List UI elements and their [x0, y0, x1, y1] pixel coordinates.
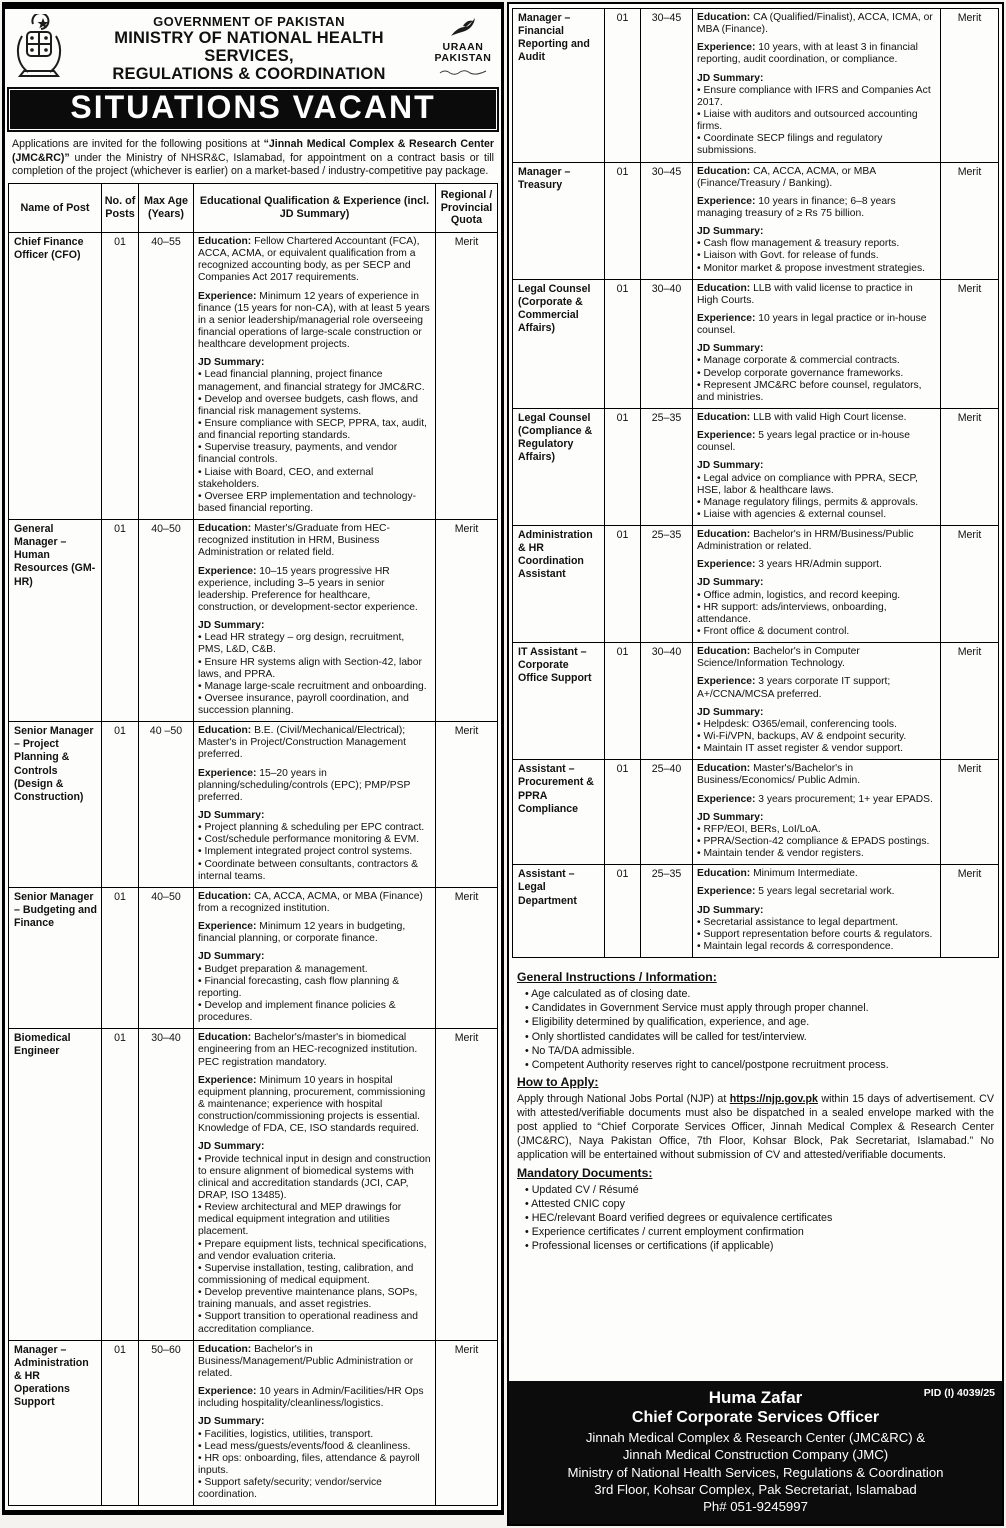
left-column [2, 2, 504, 1515]
list-item: • Professional licenses or certifications (if applicable) [525, 1239, 994, 1253]
max-age-cell: 30–45 [641, 162, 693, 279]
max-age-cell: 40 –50 [139, 722, 194, 888]
jd-bullet: • Secretarial assistance to legal department. [697, 917, 936, 929]
jd-bullet: • Support safety/security; vendor/service coordination. [198, 1477, 431, 1501]
jd-bullet: • Helpdesk: O365/email, conferencing tools. [697, 719, 936, 731]
pakistan-emblem-icon [10, 14, 68, 83]
quota-cell: Merit [941, 643, 999, 760]
experience-label: Experience: [697, 430, 756, 442]
experience-text: Experience: Minimum 12 years of experience in finance (15 years for non-CA), with at least 5 years in a senior leadership/managerial role overseeing financial operations of large-scale construction or healthcare development projects. [198, 290, 430, 351]
max-age-cell: 30–40 [641, 279, 693, 408]
col-header-quota: Regional / Provincial Quota [436, 183, 498, 232]
job-row [9, 722, 498, 888]
general-instructions-heading: General Instructions / Information: [517, 970, 717, 985]
jd-bullets [697, 917, 936, 953]
experience-label: Experience: [198, 767, 257, 779]
list-item: • Only shortlisted candidates will be called for test/interview. [525, 1030, 994, 1044]
experience-label: Experience: [198, 1074, 257, 1086]
situations-vacant-banner: SITUATIONS VACANT [7, 87, 499, 132]
education-label: Education: [697, 165, 751, 177]
experience-label: Experience: [697, 676, 756, 688]
education-text: Education: Master's/Graduate from HEC-recognized institution in HRM, Business Administration or related field. [198, 523, 390, 559]
post-name-cell: Assistant – Procurement & PPRA Compliance [513, 760, 605, 865]
jd-bullets [198, 1429, 431, 1502]
jd-bullet: • Coordinate SECP filings and regulatory submissions. [697, 133, 936, 157]
jd-bullet: • Develop and oversee budgets, cash flows, and financial risk management systems. [198, 394, 431, 418]
jd-bullet: • Coordinate between consultants, contractors & internal teams. [198, 859, 431, 883]
job-row [513, 162, 999, 279]
experience-label: Experience: [697, 312, 756, 324]
list-item: • HEC/relevant Board verified degrees or equivalence certificates [525, 1211, 994, 1225]
max-age-cell: 40–50 [139, 887, 194, 1028]
footer-org-line: Ministry of National Health Services, Regulations & Coordination [567, 1464, 944, 1480]
col-header-age: Max Age (Years) [139, 183, 194, 232]
education-text: Education: Bachelor's in Business/Management/Public Administration or related. [198, 1343, 414, 1379]
jd-bullet: • Liaison with Govt. for release of funds. [697, 250, 936, 262]
max-age-cell: 25–40 [641, 760, 693, 865]
education-text: Education: Bachelor's in Computer Science/Information Technology. [697, 646, 860, 670]
intro-post: under the Ministry of NHSR&C, Islamabad, for appointment on a contract basis or till completion of the project (whichever is earlier) on a market-based / industry-competitive pay package. [12, 151, 494, 177]
jobs-table-right [512, 8, 999, 958]
how-to-apply-heading: How to Apply: [517, 1074, 599, 1089]
jd-bullet: • Manage large-scale recruitment and onboarding. [198, 681, 431, 693]
experience-label: Experience: [697, 195, 756, 207]
experience-label: Experience: [198, 290, 257, 302]
education-label: Education: [198, 1343, 252, 1355]
num-posts-cell: 01 [605, 162, 641, 279]
jd-bullet: • Financial forecasting, cash flow planning & reporting. [198, 976, 431, 1000]
uraan-word: URAAN [442, 40, 484, 53]
jd-bullet: • Ensure compliance with IFRS and Companies Act 2017. [697, 85, 936, 109]
pid-number: PID (I) 4039/25 [923, 1386, 995, 1399]
experience-label: Experience: [697, 886, 756, 898]
max-age-cell: 40–55 [139, 233, 194, 520]
jd-bullet: • Liaise with agencies & external counsel. [697, 509, 936, 521]
education-label: Education: [198, 523, 252, 535]
education-label: Education: [198, 890, 252, 902]
qualification-cell [693, 9, 941, 163]
max-age-cell: 25–35 [641, 865, 693, 958]
job-row [513, 408, 999, 525]
jd-bullet: • Wi-Fi/VPN, backups, AV & endpoint security. [697, 731, 936, 743]
education-text: Education: CA, ACCA, ACMA, or MBA (Finance/Treasury / Banking). [697, 165, 876, 189]
jd-bullet: • Provide technical input in design and construction to ensure alignment of biomedical systems with clinical and accreditation standards (JCI, CAP, DRAP, ISO 13485). [198, 1154, 431, 1203]
jd-summary-label: JD Summary: [697, 343, 764, 355]
urdu-script-decoration [438, 68, 488, 76]
jd-bullet: • Cost/schedule performance monitoring & EVM. [198, 834, 431, 846]
post-name-cell: Administration & HR Coordination Assistant [513, 526, 605, 643]
education-label: Education: [697, 411, 751, 423]
jd-summary-label: JD Summary: [198, 620, 265, 632]
jd-bullets [697, 238, 936, 274]
experience-text: Experience: 5 years legal practice or in-house counsel. [697, 430, 910, 454]
qualification-cell [194, 887, 436, 1028]
post-name-cell: Manager – Administration & HR Operations Support [9, 1340, 102, 1506]
quota-cell: Merit [941, 408, 999, 525]
post-name-cell: Legal Counsel (Corporate & Commercial Affairs) [513, 279, 605, 408]
col-header-qualification: Educational Qualification & Experience (incl. JD Summary) [194, 183, 436, 232]
apply-pre: Apply through National Jobs Portal (NJP) at [517, 1092, 730, 1105]
jd-summary-label: JD Summary: [697, 706, 764, 718]
table-header-row [9, 183, 498, 232]
list-item: • Attested CNIC copy [525, 1197, 994, 1211]
jd-bullets [198, 369, 431, 515]
jd-bullets [697, 719, 936, 755]
list-item: • No TA/DA admissible. [525, 1044, 994, 1058]
jd-bullet: • Cash flow management & treasury reports. [697, 238, 936, 250]
uraan-pakistan-logo [430, 15, 496, 83]
num-posts-cell: 01 [102, 1340, 139, 1506]
max-age-cell: 40–50 [139, 520, 194, 722]
jd-bullets [198, 822, 431, 883]
qualification-cell [194, 722, 436, 888]
jd-bullet: • Liaise with auditors and outsourced accounting firms. [697, 109, 936, 133]
jd-bullet: • Facilities, logistics, utilities, transport. [198, 1429, 431, 1441]
post-name-cell: IT Assistant – Corporate Office Support [513, 643, 605, 760]
list-item: • Eligibility determined by qualification, experience, and age. [525, 1015, 994, 1029]
post-name-cell: Manager – Treasury [513, 162, 605, 279]
qualification-cell [194, 1029, 436, 1340]
general-instructions-list [525, 987, 994, 1072]
jd-bullet: • Lead financial planning, project finance management, and financial strategy for JMC&RC. [198, 369, 431, 393]
education-label: Education: [697, 646, 751, 658]
list-item: • Competent Authority reserves right to cancel/postpone recruitment process. [525, 1058, 994, 1072]
jd-bullet: • Review architectural and MEP drawings for medical equipment integration and utilities placement. [198, 1202, 431, 1238]
jd-summary-label: JD Summary: [697, 904, 764, 916]
list-item: • Updated CV / Résumé [525, 1183, 994, 1197]
jd-bullet: • HR ops: onboarding, files, attendance & payroll inputs. [198, 1453, 431, 1477]
quota-cell: Merit [941, 526, 999, 643]
experience-label: Experience: [697, 559, 756, 571]
signatory-name: Huma Zafar [708, 1387, 803, 1407]
jd-bullet: • Develop corporate governance frameworks. [697, 368, 936, 380]
job-row [9, 1029, 498, 1340]
jd-bullets [697, 590, 936, 639]
footer-org-line: Jinnah Medical Complex & Research Center (JMC&RC) & [585, 1430, 926, 1446]
quota-cell: Merit [941, 865, 999, 958]
num-posts-cell: 01 [102, 722, 139, 888]
jd-summary-label: JD Summary: [697, 577, 764, 589]
jd-bullet: • Supervise installation, testing, calibration, and commissioning of medical equipment. [198, 1263, 431, 1287]
jd-bullet: • Ensure compliance with SECP, PPRA, tax, audit, and financial reporting standards. [198, 418, 431, 442]
jd-bullets [697, 473, 936, 522]
experience-text: Experience: 10 years, with at least 3 in financial reporting, audit coordination, or compliance. [697, 42, 918, 66]
quota-cell: Merit [436, 1340, 498, 1506]
education-text: Education: CA (Qualified/Finalist), ACCA, ICMA, or MBA (Finance). [697, 12, 933, 36]
jd-bullet: • Project planning & scheduling per EPC contract. [198, 822, 431, 834]
num-posts-cell: 01 [102, 520, 139, 722]
intro-pre: Applications are invited for the following positions at [12, 138, 264, 151]
qualification-cell [693, 162, 941, 279]
jd-bullet: • Manage corporate & commercial contracts. [697, 355, 936, 367]
jd-bullets [697, 824, 936, 860]
jd-bullet: • Ensure HR systems align with Section-42, labor laws, and PPRA. [198, 657, 431, 681]
education-label: Education: [697, 763, 751, 775]
post-name-cell: Chief Finance Officer (CFO) [9, 233, 102, 520]
quota-cell: Merit [436, 520, 498, 722]
intro-paragraph [5, 132, 501, 181]
education-label: Education: [697, 529, 751, 541]
education-text: Education: CA, ACCA, ACMA, or MBA (Finance) from a recognized institution. [198, 890, 423, 915]
education-label: Education: [697, 282, 751, 294]
max-age-cell: 30–40 [139, 1029, 194, 1340]
job-row [513, 643, 999, 760]
list-item: • Candidates in Government Service must apply through proper channel. [525, 1001, 994, 1015]
experience-label: Experience: [198, 565, 257, 577]
signature-block [509, 1381, 1002, 1524]
mandatory-documents-heading: Mandatory Documents: [517, 1165, 653, 1180]
experience-text: Experience: 3 years procurement; 1+ year EPADS. [697, 793, 933, 805]
max-age-cell: 25–35 [641, 526, 693, 643]
num-posts-cell: 01 [605, 760, 641, 865]
education-text: Education: Fellow Chartered Accountant (FCA), ACCA, ACMA, or equivalent qualification from a recognized accounting body, as per SECP and Companies Act 2017 requirements. [198, 236, 420, 284]
job-row [513, 760, 999, 865]
jd-bullet: • Maintain IT asset register & vendor support. [697, 743, 936, 755]
job-row [9, 887, 498, 1028]
jd-bullet: • Manage regulatory filings, permits & approvals. [697, 497, 936, 509]
jd-bullet: • Oversee ERP implementation and technology-based financial reporting. [198, 491, 431, 515]
jobs-table-left [8, 183, 498, 1507]
intro-bold-org: “Jinnah Medical Complex & Research Center (JMC&RC)” [12, 138, 494, 164]
num-posts-cell: 01 [102, 887, 139, 1028]
jd-summary-label: JD Summary: [697, 226, 764, 238]
ministry-title-block [73, 14, 425, 83]
list-item: • Age calculated as of closing date. [525, 987, 994, 1001]
jd-bullet: • Lead HR strategy – org design, recruitment, PMS, L&D, C&B. [198, 632, 431, 656]
jd-summary-label: JD Summary: [697, 460, 764, 472]
experience-text: Experience: Minimum 12 years in budgeting, financial planning, or corporate finance. [198, 921, 406, 945]
num-posts-cell: 01 [102, 1029, 139, 1340]
jd-bullet: • Liaise with Board, CEO, and external stakeholders. [198, 467, 431, 491]
experience-label: Experience: [198, 1386, 257, 1398]
education-label: Education: [198, 725, 252, 737]
num-posts-cell: 01 [605, 526, 641, 643]
quota-cell: Merit [436, 233, 498, 520]
job-row [513, 9, 999, 163]
experience-text: Experience: 3 years corporate IT support; A+/CCNA/MCSA preferred. [697, 676, 891, 700]
qualification-cell [194, 233, 436, 520]
education-text: Education: Bachelor's in HRM/Business/Public Administration or related. [697, 529, 914, 553]
qualification-cell [693, 760, 941, 865]
jd-bullet: • Maintain tender & vendor registers. [697, 848, 936, 860]
jd-bullet: • Monitor market & propose investment strategies. [697, 263, 936, 275]
education-text: Education: B.E. (Civil/Mechanical/Electrical); Master's in Project/Construction Management preferred. [198, 725, 406, 761]
jd-bullet: • Legal advice on compliance with PPRA, SECP, HSE, labor & healthcare laws. [697, 473, 936, 497]
experience-label: Experience: [697, 793, 756, 805]
info-sections [509, 962, 1002, 1258]
col-header-posts: No. of Posts [102, 183, 139, 232]
jd-bullet: • RFP/EOI, BERs, LoI/LoA. [697, 824, 936, 836]
jd-bullets [697, 355, 936, 404]
experience-text: Experience: 5 years legal secretarial work. [697, 886, 895, 898]
jd-summary-label: JD Summary: [198, 810, 265, 822]
experience-text: Experience: 3 years HR/Admin support. [697, 559, 882, 571]
job-row [9, 520, 498, 722]
jd-bullet: • Lead mess/guests/events/food & cleanliness. [198, 1441, 431, 1453]
jd-bullet: • Implement integrated project control systems. [198, 846, 431, 858]
num-posts-cell: 01 [605, 408, 641, 525]
jd-bullet: • Maintain legal records & correspondence. [697, 941, 936, 953]
quota-cell: Merit [941, 279, 999, 408]
education-label: Education: [198, 1032, 252, 1044]
quota-cell: Merit [436, 1029, 498, 1340]
education-text: Education: LLB with valid license to practice in High Courts. [697, 282, 913, 306]
jd-bullet: • Front office & document control. [697, 626, 936, 638]
right-column [507, 2, 1004, 1526]
post-name-cell: Legal Counsel (Compliance & Regulatory Affairs) [513, 408, 605, 525]
ministry-line-1: MINISTRY OF NATIONAL HEALTH SERVICES, [114, 29, 384, 66]
masthead [5, 9, 501, 86]
job-row [9, 233, 498, 520]
post-name-cell: Biomedical Engineer [9, 1029, 102, 1340]
experience-text: Experience: 10 years in Admin/Facilities/HR Ops including hospitality/cleanliness/logistics. [198, 1386, 424, 1410]
jd-summary-label: JD Summary: [697, 72, 764, 84]
experience-text: Experience: 10–15 years progressive HR experience, including 3–5 years in senior leadership. Preference for healthcare, construction, or development-sector experience. [198, 565, 418, 613]
jd-bullet: • Support transition to operational readiness and accreditation compliance. [198, 1311, 431, 1335]
education-text: Education: Master's/Bachelor's in Business/Economics/ Public Admin. [697, 763, 861, 787]
num-posts-cell: 01 [102, 233, 139, 520]
max-age-cell: 50–60 [139, 1340, 194, 1506]
ministry-line-2: REGULATIONS & COORDINATION [112, 65, 386, 84]
max-age-cell: 30–40 [641, 643, 693, 760]
jd-bullet: • Support representation before courts & regulators. [697, 929, 936, 941]
signatory-title: Chief Corporate Services Officer [631, 1409, 880, 1427]
qualification-cell [693, 408, 941, 525]
job-row [9, 1340, 498, 1506]
experience-text: Experience: 10 years in legal practice or in-house counsel. [697, 312, 927, 337]
qualification-cell [693, 279, 941, 408]
jd-bullet: • Budget preparation & management. [198, 964, 431, 976]
pakistan-word: PAKISTAN [434, 51, 492, 64]
education-label: Education: [697, 12, 751, 23]
qualification-cell [693, 865, 941, 958]
how-to-apply-paragraph [517, 1092, 994, 1163]
max-age-cell: 30–45 [641, 9, 693, 163]
quota-cell: Merit [941, 760, 999, 865]
government-line: GOVERNMENT OF PAKISTAN [153, 14, 345, 29]
education-text: Education: LLB with valid High Court license. [697, 411, 907, 423]
jd-summary-label: JD Summary: [198, 1141, 265, 1153]
footer-address-line: 3rd Floor, Kohsar Complex, Pak Secretariat, Islamabad [594, 1481, 917, 1497]
col-header-post: Name of Post [9, 183, 102, 232]
quota-cell: Merit [941, 162, 999, 279]
education-label: Education: [697, 868, 751, 880]
experience-label: Experience: [697, 42, 756, 54]
apply-post: within 15 days of advertisement. CV with attested/verifiable documents must also be dispatched in a sealed envelope marked with the post applied to “Chief Corporate Services Officer, Jinnah Medical Complex & Research Center (JMC&RC), Naya Pakistan Office, 7th Floor, Kohsar Block, Pak Secretariat, Islamabad.” No application will be entertained without submission of CV and attested/verifiable documents. [517, 1092, 994, 1162]
num-posts-cell: 01 [605, 279, 641, 408]
jd-bullet: • PPRA/Section-42 compliance & EPADS postings. [697, 836, 936, 848]
jd-summary-label: JD Summary: [198, 357, 265, 369]
qualification-cell [693, 526, 941, 643]
list-item: • Experience certificates / current employment confirmation [525, 1225, 994, 1239]
jd-bullet: • Develop preventive maintenance plans, SOPs, training manuals, and asset registries. [198, 1287, 431, 1311]
footer-org-line: Jinnah Medical Construction Company (JMC) [622, 1447, 889, 1463]
qualification-cell [194, 1340, 436, 1506]
jd-summary-label: JD Summary: [198, 1416, 265, 1428]
education-text: Education: Minimum Intermediate. [697, 868, 858, 880]
jd-bullets [697, 85, 936, 158]
max-age-cell: 25–35 [641, 408, 693, 525]
post-name-cell: Manager – Financial Reporting and Audit [513, 9, 605, 163]
post-name-cell: Assistant – Legal Department [513, 865, 605, 958]
jd-bullet: • Oversee insurance, payroll coordination, and succession planning. [198, 693, 431, 717]
qualification-cell [194, 520, 436, 722]
num-posts-cell: 01 [605, 865, 641, 958]
jd-bullet: • Develop and implement finance policies & procedures. [198, 1000, 431, 1024]
num-posts-cell: 01 [605, 9, 641, 163]
jd-bullet: • Supervise treasury, payments, and vendor financial controls. [198, 442, 431, 466]
qualification-cell [693, 643, 941, 760]
experience-text: Experience: 10 years in finance; 6–8 years managing treasury of ≥ Rs 75 billion. [697, 195, 896, 219]
jd-bullets [198, 632, 431, 717]
bird-icon [448, 17, 478, 37]
jd-summary-label: JD Summary: [198, 951, 265, 963]
njp-url-link[interactable]: https://njp.gov.pk [729, 1092, 818, 1105]
jd-bullets [198, 964, 431, 1025]
experience-label: Experience: [198, 921, 257, 933]
job-row [513, 865, 999, 958]
jd-bullet: • Office admin, logistics, and record keeping. [697, 590, 936, 602]
post-name-cell: Senior Manager – Budgeting and Finance [9, 887, 102, 1028]
post-name-cell: Senior Manager – Project Planning & Controls (Design & Construction) [9, 722, 102, 888]
job-row [513, 526, 999, 643]
education-text: Education: Bachelor's/master's in biomedical engineering from an HEC-recognized institution. PEC registration mandatory. [198, 1032, 418, 1068]
experience-text: Experience: 15–20 years in planning/scheduling/controls (EPC); PMP/PSP preferred. [198, 767, 411, 803]
post-name-cell: General Manager – Human Resources (GM-HR) [9, 520, 102, 722]
education-label: Education: [198, 236, 252, 247]
footer-phone-line: Ph# 051-9245997 [703, 1498, 808, 1514]
quota-cell: Merit [941, 9, 999, 163]
mandatory-documents-list [525, 1183, 994, 1254]
quota-cell: Merit [436, 887, 498, 1028]
jd-bullet: • Prepare equipment lists, technical specifications, and vendor evaluation criteria. [198, 1239, 431, 1263]
quota-cell: Merit [436, 722, 498, 888]
jd-bullet: • Represent JMC&RC before counsel, regulators, and ministries. [697, 380, 936, 404]
num-posts-cell: 01 [605, 643, 641, 760]
jd-bullet: • HR support: ads/interviews, onboarding, attendance. [697, 602, 936, 626]
jd-summary-label: JD Summary: [697, 811, 764, 823]
experience-text: Experience: Minimum 10 years in hospital equipment planning, procurement, commissioning & maintenance; experience with hospital construction/commissioning projects is essential. Knowledge of FDA, CE, ISO standards required. [198, 1074, 426, 1135]
jd-bullets [198, 1154, 431, 1336]
job-row [513, 279, 999, 408]
